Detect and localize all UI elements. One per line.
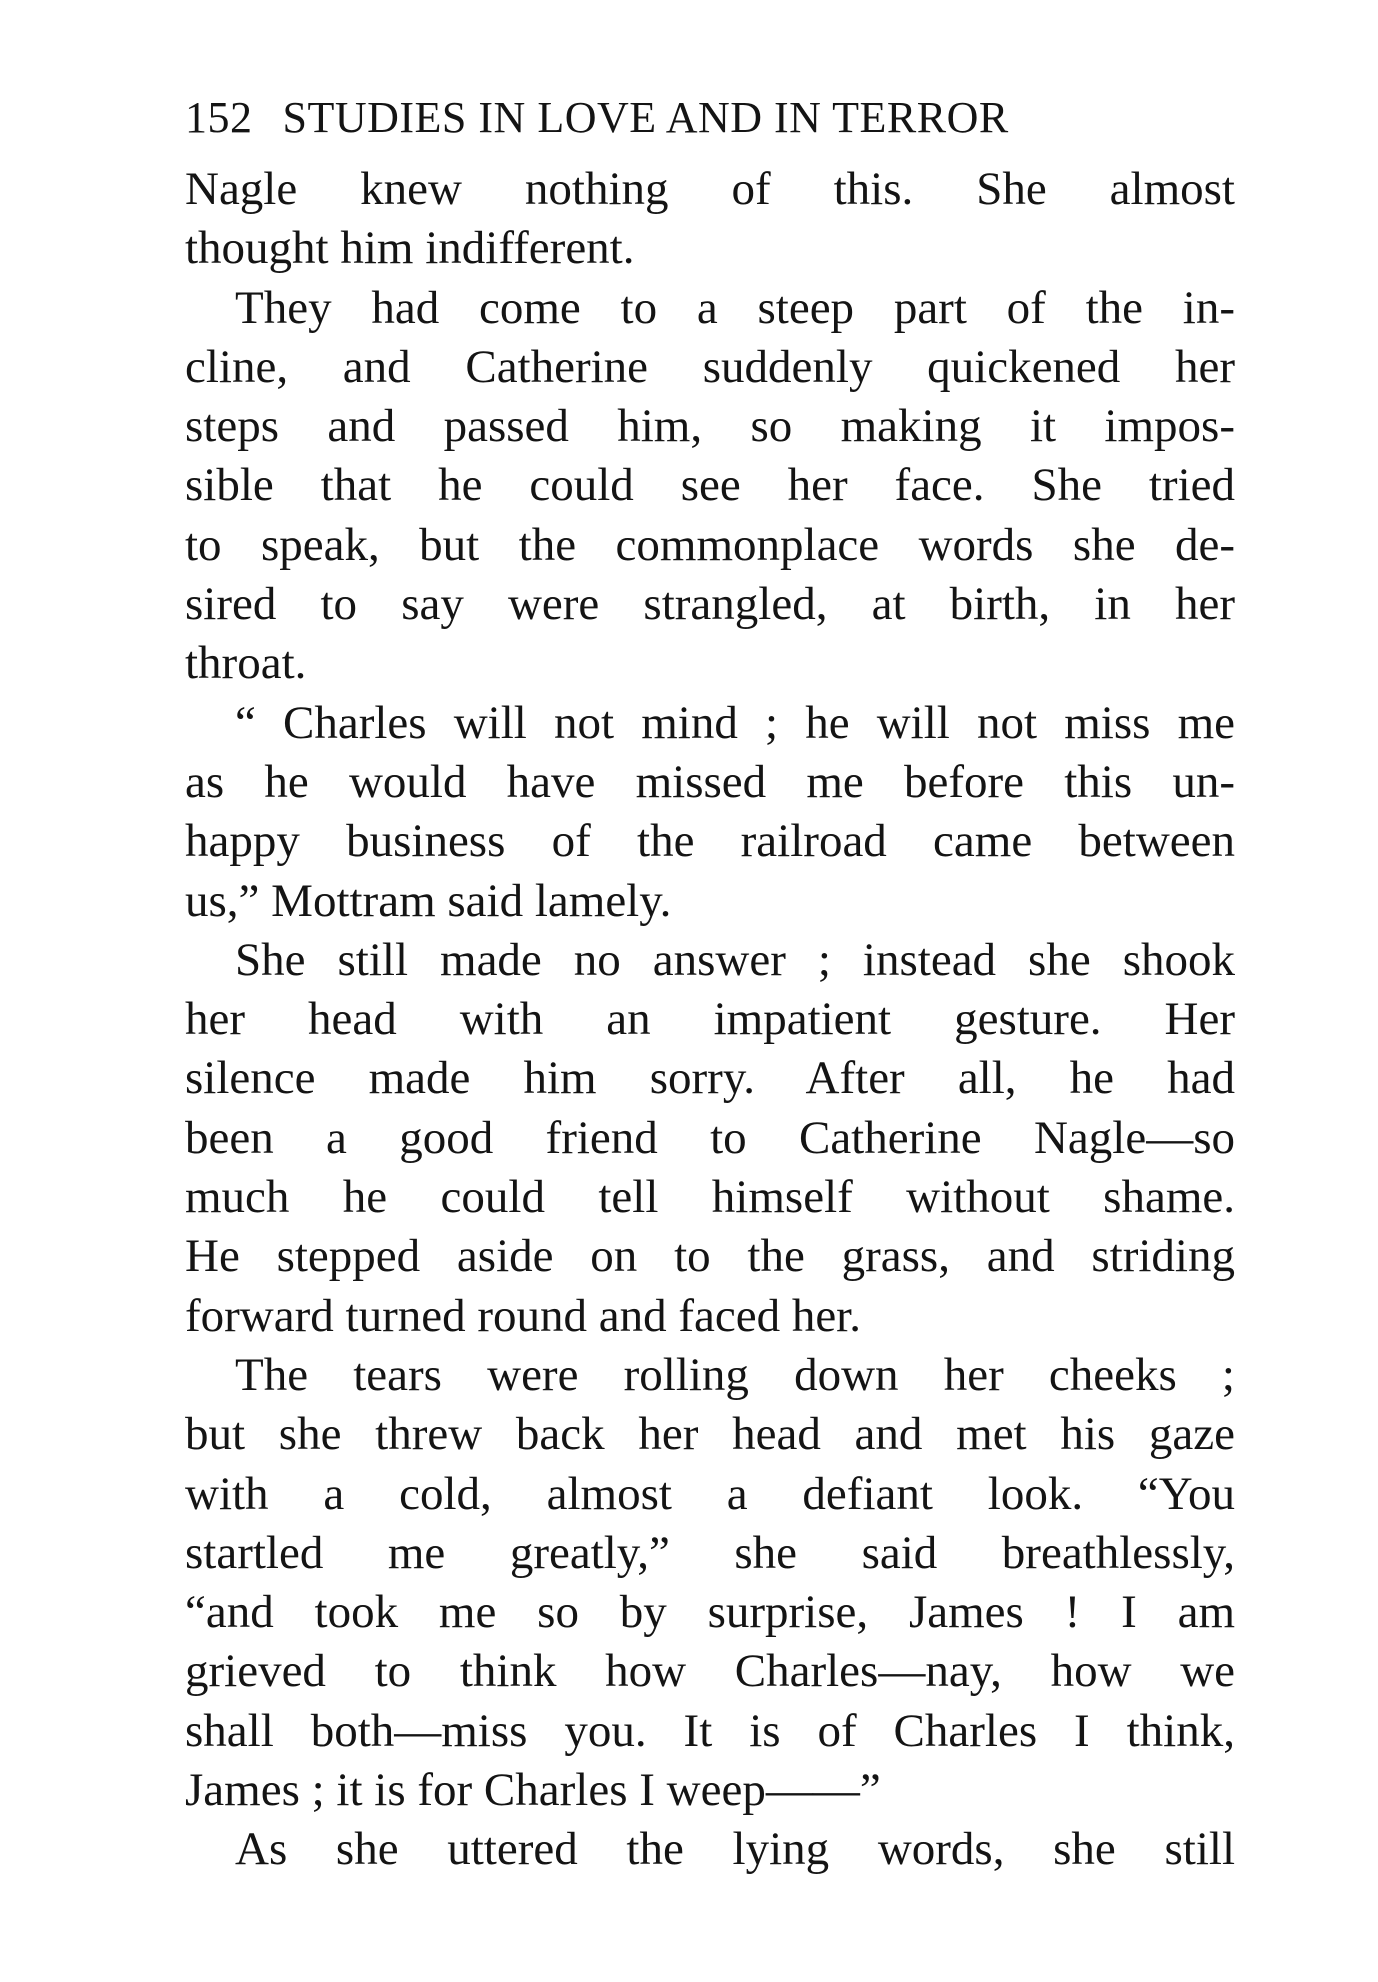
text-line: to speak, but the commonplace words she de-	[185, 518, 1235, 571]
text-line: silence made him sorry. After all, he had	[185, 1052, 1235, 1105]
text-line: but she threw back her head and met his gaze	[185, 1408, 1235, 1461]
text-line: sired to say were strangled, at birth, in her	[185, 578, 1235, 631]
page-number: 152	[185, 93, 253, 142]
text-line: sible that he could see her face. She tried	[185, 459, 1235, 512]
text-line: steps and passed him, so making it impos-	[185, 400, 1235, 453]
text-line: She still made no answer ; instead she shook	[235, 933, 1235, 986]
text-line: throat.	[185, 637, 307, 690]
text-line: been a good friend to Catherine Nagle—so	[185, 1111, 1235, 1164]
text-line: as he would have missed me before this un-	[185, 755, 1235, 808]
text-line: shall both—miss you. It is of Charles I think,	[185, 1704, 1235, 1757]
text-line: forward turned round and faced her.	[185, 1289, 861, 1342]
body-text	[185, 160, 1235, 1880]
text-line: Nagle knew nothing of this. She almost	[185, 163, 1235, 215]
text-line: her head with an impatient gesture. Her	[185, 993, 1235, 1046]
text-line: happy business of the railroad came between	[185, 815, 1235, 868]
text-line: They had come to a steep part of the in-	[235, 281, 1235, 334]
text-line: much he could tell himself without shame.	[185, 1171, 1235, 1224]
text-line: us,” Mottram said lamely.	[185, 874, 672, 927]
text-line: startled me greatly,” she said breathlessly,	[185, 1526, 1235, 1579]
text-line: with a cold, almost a defiant look. “You	[185, 1467, 1235, 1520]
running-header	[185, 92, 1235, 143]
text-line: As she uttered the lying words, she still	[235, 1823, 1235, 1876]
text-line: “and took me so by surprise, James ! I am	[185, 1586, 1235, 1639]
text-line: thought him indifferent.	[185, 222, 635, 275]
text-line: He stepped aside on to the grass, and striding	[185, 1230, 1235, 1283]
running-title: STUDIES IN LOVE AND IN TERROR	[282, 93, 1009, 142]
text-line: The tears were rolling down her cheeks ;	[235, 1348, 1235, 1401]
text-line: grieved to think how Charles—nay, how we	[185, 1645, 1235, 1698]
text-line: “ Charles will not mind ; he will not miss me	[235, 696, 1235, 749]
text-line: cline, and Catherine suddenly quickened her	[185, 340, 1235, 393]
text-line: James ; it is for Charles I weep——”	[185, 1764, 881, 1817]
